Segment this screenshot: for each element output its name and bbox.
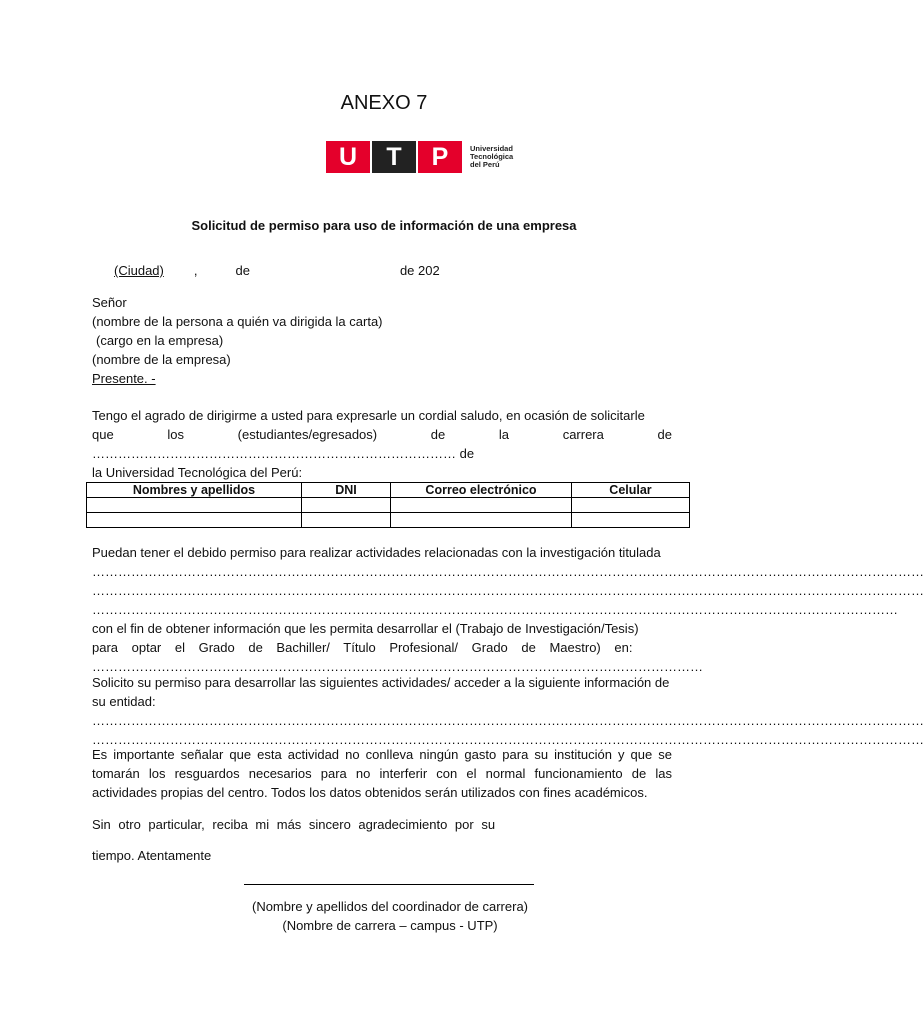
table-row — [87, 513, 690, 528]
table-cell — [87, 513, 302, 528]
intro-paragraph — [92, 406, 672, 482]
dotted-line: ………………………………………………………………………………………………………………………………………………………………………… — [92, 713, 924, 728]
greeting: Señor — [92, 295, 127, 310]
signature-block — [200, 897, 580, 935]
logo-letter-t: T — [372, 141, 416, 173]
dotted-line: ………………………………………………………………………………………………………………………………………………………………………… — [92, 732, 924, 747]
col-header-email: Correo electrónico — [391, 483, 572, 498]
intro-line: Tengo el agrado de dirigirme a usted para expresarle un cordial saludo, en ocasión de solicitarle — [92, 408, 645, 423]
permission-line: Puedan tener el debido permiso para realizar actividades relacionadas con la investigación titulada — [92, 545, 661, 560]
table-cell — [391, 498, 572, 513]
logo-name-line: Tecnológica — [470, 152, 514, 161]
activities-paragraph — [92, 673, 924, 749]
logo-name-line: del Perú — [470, 160, 500, 169]
table-cell — [302, 498, 391, 513]
date-line: (Ciudad) , de de 202 — [92, 261, 462, 280]
table-cell — [302, 513, 391, 528]
col-header-phone: Celular — [572, 483, 690, 498]
dotted-line: ………………………………………………………………………………………………………………………………………………………………………… — [92, 564, 924, 579]
dotted-line: ………………………………………………………………………………………………………………………………………………………………………… — [92, 583, 924, 598]
table-cell — [572, 513, 690, 528]
activities-line: Solicito su permiso para desarrollar las siguientes actividades/ acceder a la siguiente información de — [92, 675, 670, 690]
closing-paragraph: Es importante señalar que esta actividad no conlleva ningún gasto para su institución y que se tomarán los resguardos necesarios para no interferir con el normal funcionamiento de las actividades propias del centro. Todos los datos obtenidos serán utilizados con fines académicos. — [92, 747, 672, 800]
thanks-line: Sin otro particular, reciba mi más sincero agradecimiento por su — [92, 817, 496, 832]
logo-university-name — [470, 145, 513, 169]
dotted-line: …………………………………………………………………………………………………………………………… — [92, 659, 703, 674]
logo-name-line: Universidad — [470, 144, 513, 153]
permission-line: con el fin de obtener información que les permita desarrollar el (Trabajo de Investigación/Tesis) — [92, 621, 639, 636]
logo-letter-u: U — [326, 141, 370, 173]
recipient-company: (nombre de la empresa) — [92, 352, 231, 367]
city-field: (Ciudad) — [114, 263, 164, 278]
document-subtitle: Solicitud de permiso para uso de información de una empresa — [191, 218, 577, 233]
recipient-name: (nombre de la persona a quién va dirigida la carta) — [92, 314, 383, 329]
table-cell — [572, 498, 690, 513]
date-de-1: de — [235, 263, 250, 278]
table-row — [87, 498, 690, 513]
activities-line: su entidad: — [92, 694, 156, 709]
sign-off: tiempo. Atentamente — [92, 848, 212, 863]
recipient-block — [92, 293, 383, 388]
table-cell — [391, 513, 572, 528]
date-de-2: de 202 — [399, 263, 440, 278]
dotted-line: …………………………………………………………………………………………………………………………………………………………………… — [92, 602, 898, 617]
utp-logo — [326, 140, 513, 174]
intro-line: la Universidad Tecnológica del Perú: — [92, 465, 303, 480]
signature-line — [244, 884, 534, 885]
intro-line: que los (estudiantes/egresados) de la carrera de ………………………………………………………………………… de — [92, 427, 672, 461]
document-title: ANEXO 7 — [340, 92, 428, 114]
students-table — [86, 482, 690, 528]
permission-paragraph — [92, 543, 924, 676]
signature-name: (Nombre y apellidos del coordinador de carrera) — [251, 899, 529, 914]
presente-label: Presente. - — [92, 371, 156, 386]
table-cell — [87, 498, 302, 513]
col-header-dni: DNI — [302, 483, 391, 498]
permission-line: para optar el Grado de Bachiller/ Título Profesional/ Grado de Maestro) en: — [92, 640, 633, 655]
recipient-position: (cargo en la empresa) — [96, 333, 224, 348]
col-header-name: Nombres y apellidos — [87, 483, 302, 498]
logo-letter-p: P — [418, 141, 462, 173]
signature-career: (Nombre de carrera – campus - UTP) — [282, 918, 498, 933]
table-header-row — [87, 483, 690, 498]
